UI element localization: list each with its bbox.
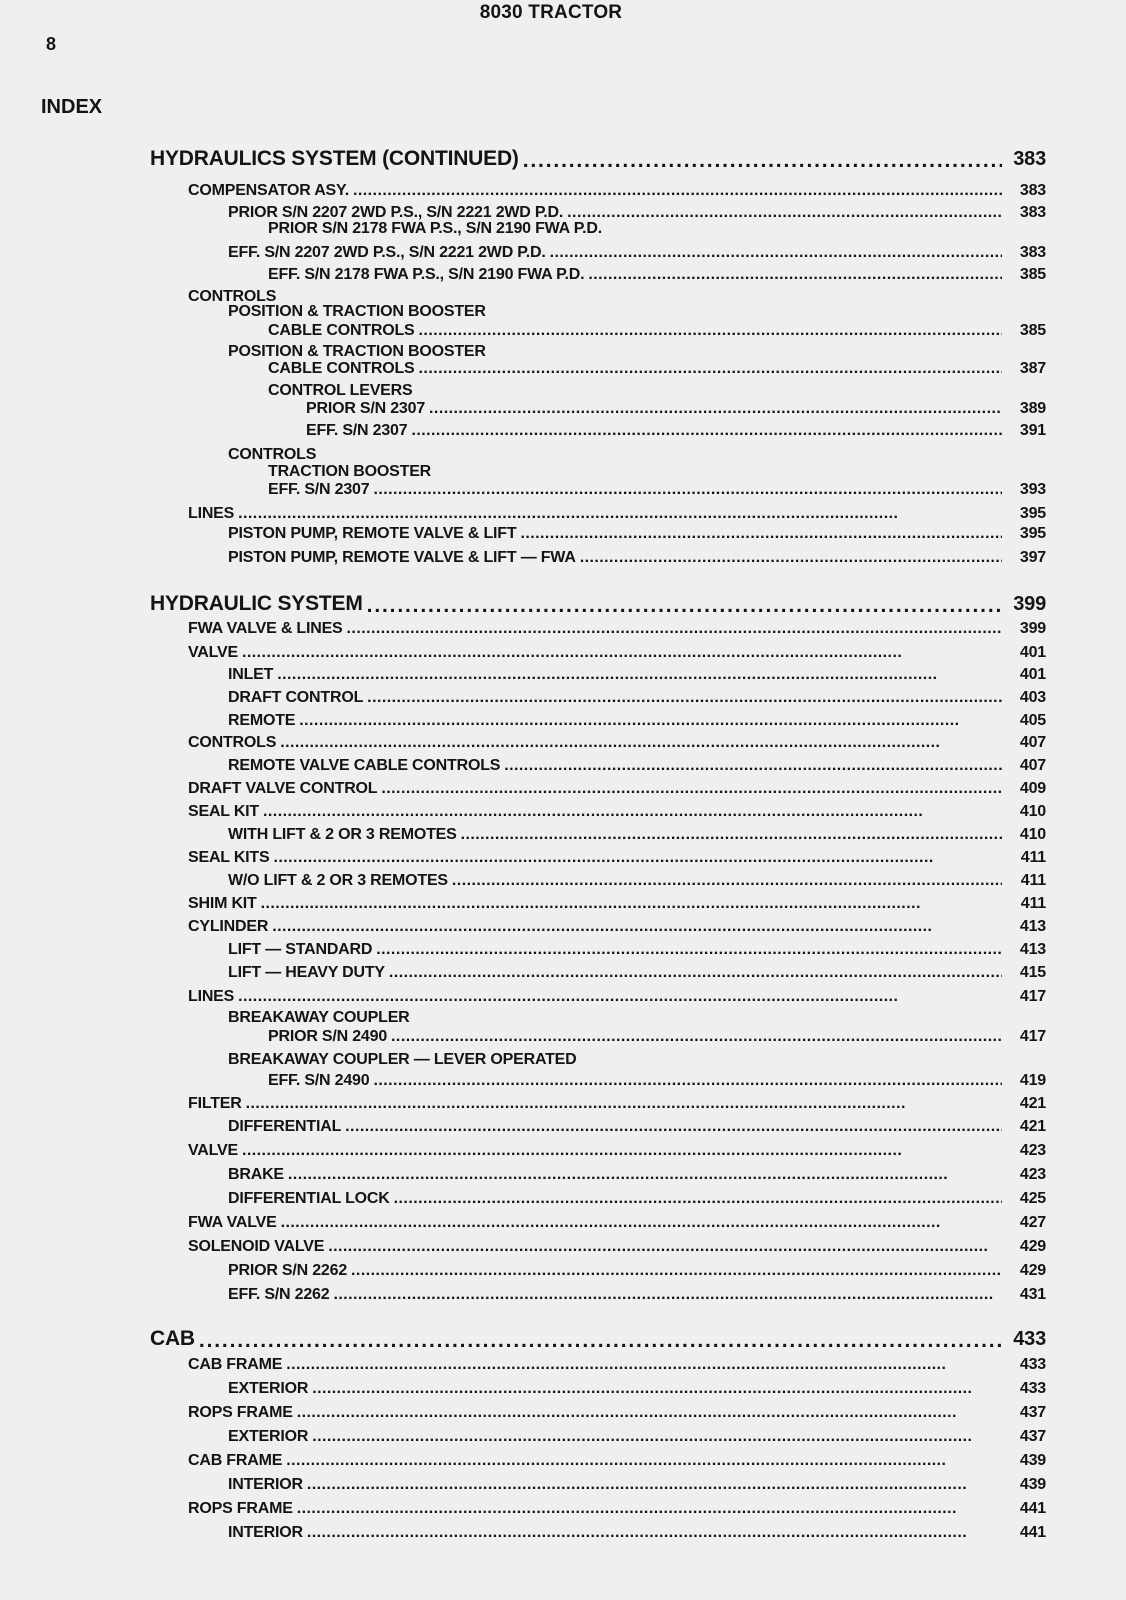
dot-leader (273, 849, 1002, 867)
entry-page-number: 425 (1019, 1190, 1046, 1207)
entry-label: CONTROLS (228, 446, 317, 463)
entry-label: CONTROLS (188, 734, 277, 751)
entry-label: CYLINDER (188, 918, 269, 935)
entry-label: EXTERIOR (228, 1428, 309, 1445)
dot-leader (281, 1214, 1002, 1232)
index-entry (268, 382, 1046, 400)
dot-leader (419, 360, 1002, 378)
entry-label: CAB (150, 1327, 195, 1350)
entry-label: PISTON PUMP, REMOTE VALVE & LIFT (228, 525, 517, 542)
entry-label: POSITION & TRACTION BOOSTER (228, 343, 486, 360)
entry-label: ROPS FRAME (188, 1500, 293, 1517)
entry-page-number: 433 (1019, 1380, 1046, 1397)
dot-leader (199, 1332, 1002, 1350)
index-entry (228, 1051, 1046, 1069)
entry-page-number: 429 (1019, 1238, 1046, 1255)
entry-label: CONTROLS (188, 288, 277, 305)
index-entry (188, 1500, 1046, 1518)
entry-label: PISTON PUMP, REMOTE VALVE & LIFT — FWA (228, 549, 576, 566)
dot-leader (394, 1190, 1002, 1208)
entry-label: CONTROL LEVERS (268, 382, 413, 399)
entry-page-number: 429 (1019, 1262, 1046, 1279)
dot-leader (299, 712, 1002, 730)
entry-label: INLET (228, 666, 274, 683)
index-entry (228, 826, 1046, 844)
entry-label: ROPS FRAME (188, 1404, 293, 1421)
entry-page-number: 383 (1019, 204, 1046, 221)
entry-label: FILTER (188, 1095, 242, 1112)
entry-label: EFF. S/N 2490 (268, 1072, 370, 1089)
index-entry (228, 446, 1046, 464)
dot-leader (376, 941, 1002, 959)
index-entry (228, 1380, 1046, 1398)
index-entry (188, 644, 1046, 662)
entry-label: REMOTE (228, 712, 296, 729)
entry-page-number: 421 (1019, 1118, 1046, 1135)
entry-label: LINES (188, 988, 235, 1005)
entry-label: EFF. S/N 2207 2WD P.S., S/N 2221 2WD P.D. (228, 244, 546, 261)
entry-label: VALVE (188, 644, 238, 661)
entry-label: FWA VALVE (188, 1214, 277, 1231)
entry-page-number: 431 (1019, 1286, 1046, 1303)
entry-page-number: 411 (1020, 872, 1046, 889)
entry-label: LINES (188, 505, 235, 522)
index-entry (228, 1166, 1046, 1184)
index-entry (228, 757, 1046, 775)
entry-label: EFF. S/N 2178 FWA P.S., S/N 2190 FWA P.D. (268, 266, 585, 283)
entry-label: WITH LIFT & 2 OR 3 REMOTES (228, 826, 457, 843)
dot-leader (238, 505, 1002, 523)
index-entry (228, 1009, 1046, 1027)
entry-page-number: 433 (1013, 1328, 1046, 1350)
entry-label: SHIM KIT (188, 895, 257, 912)
dot-leader (367, 597, 1002, 615)
dot-leader (523, 152, 1002, 170)
index-entry (228, 712, 1046, 730)
dot-leader (347, 620, 1002, 638)
dot-leader (242, 644, 1002, 662)
entry-label: PRIOR S/N 2262 (228, 1262, 348, 1279)
index-entry (188, 988, 1046, 1006)
index-section-heading (150, 593, 1046, 615)
entry-page-number: 415 (1019, 964, 1046, 981)
dot-leader (550, 244, 1002, 262)
dot-leader (312, 1428, 1002, 1446)
dot-leader (312, 1380, 1002, 1398)
dot-leader (277, 666, 1002, 684)
dot-leader (580, 549, 1002, 567)
index-entry (188, 1142, 1046, 1160)
entry-page-number: 399 (1019, 620, 1046, 637)
index-entry (268, 1072, 1046, 1090)
dot-leader (389, 964, 1002, 982)
dot-leader (373, 1072, 1002, 1090)
dot-leader (286, 1452, 1002, 1470)
index-entry (188, 918, 1046, 936)
index-entry (228, 1262, 1046, 1280)
index-entry (188, 1452, 1046, 1470)
index-entry (268, 463, 1046, 481)
entry-page-number: 387 (1019, 360, 1046, 377)
entry-label: CAB FRAME (188, 1356, 283, 1373)
dot-leader (345, 1118, 1002, 1136)
dot-leader (452, 872, 1002, 890)
index-entry (188, 505, 1046, 523)
entry-label: EFF. S/N 2262 (228, 1286, 330, 1303)
dot-leader (504, 757, 1002, 775)
dot-leader (353, 182, 1002, 200)
entry-page-number: 433 (1019, 1356, 1046, 1373)
index-entry (188, 780, 1046, 798)
index-section-heading (150, 1328, 1046, 1350)
entry-label: HYDRAULICS SYSTEM (CONTINUED) (150, 147, 519, 170)
entry-page-number: 423 (1019, 1166, 1046, 1183)
entry-page-number: 417 (1019, 1028, 1046, 1045)
dot-leader (272, 918, 1002, 936)
entry-page-number: 407 (1019, 734, 1046, 751)
entry-label: DIFFERENTIAL (228, 1118, 342, 1135)
dot-leader (286, 1356, 1002, 1374)
index-entry (228, 1286, 1046, 1304)
index-entry (268, 266, 1046, 284)
entry-page-number: 410 (1019, 803, 1046, 820)
entry-page-number: 413 (1019, 918, 1046, 935)
dot-leader (333, 1286, 1002, 1304)
index-entry (228, 343, 1046, 361)
dot-leader (297, 1500, 1002, 1518)
index-entry (188, 1095, 1046, 1113)
entry-label: W/O LIFT & 2 OR 3 REMOTES (228, 872, 448, 889)
entry-page-number: 427 (1019, 1214, 1046, 1231)
entry-label: CABLE CONTROLS (268, 360, 415, 377)
dot-leader (411, 422, 1002, 440)
index-entry (228, 1524, 1046, 1542)
index-section-heading (150, 148, 1046, 170)
entry-label: SEAL KIT (188, 803, 260, 820)
entry-label: REMOTE VALVE CABLE CONTROLS (228, 757, 501, 774)
entry-page-number: 421 (1019, 1095, 1046, 1112)
index-entry (228, 549, 1046, 567)
entry-page-number: 405 (1019, 712, 1046, 729)
entry-page-number: 423 (1019, 1142, 1046, 1159)
index-entry (188, 1238, 1046, 1256)
index-entry (306, 400, 1046, 418)
dot-leader (381, 780, 1002, 798)
entry-label: PRIOR S/N 2490 (268, 1028, 388, 1045)
entry-label: VALVE (188, 1142, 238, 1159)
dot-leader (288, 1166, 1002, 1184)
index-entry (188, 620, 1046, 638)
dot-leader (280, 734, 1002, 752)
dot-leader (419, 322, 1002, 340)
entry-page-number: 407 (1019, 757, 1046, 774)
entry-page-number: 403 (1019, 689, 1046, 706)
index-entry (228, 303, 1046, 321)
entry-label: INTERIOR (228, 1476, 303, 1493)
dot-leader (242, 1142, 1002, 1160)
entry-page-number: 441 (1019, 1524, 1046, 1541)
entry-label: HYDRAULIC SYSTEM (150, 592, 363, 615)
dot-leader (297, 1404, 1002, 1422)
dot-leader (429, 400, 1002, 418)
entry-label: DRAFT VALVE CONTROL (188, 780, 378, 797)
entry-page-number: 385 (1019, 266, 1046, 283)
index-entry (228, 666, 1046, 684)
dot-leader (238, 988, 1002, 1006)
index-entry (188, 1356, 1046, 1374)
dot-leader (373, 481, 1002, 499)
entry-label: EFF. S/N 2307 (306, 422, 408, 439)
entry-page-number: 441 (1019, 1500, 1046, 1517)
index-entry (306, 422, 1046, 440)
entry-page-number: 395 (1019, 505, 1046, 522)
index-entry (188, 1404, 1046, 1422)
index-entry (228, 525, 1046, 543)
index-entry (228, 1190, 1046, 1208)
index-entry (268, 220, 1046, 238)
dot-leader (461, 826, 1002, 844)
entry-label: LIFT — STANDARD (228, 941, 373, 958)
entry-label: BRAKE (228, 1166, 284, 1183)
index-entry (188, 182, 1046, 200)
entry-page-number: 397 (1019, 549, 1046, 566)
entry-page-number: 383 (1019, 182, 1046, 199)
dot-leader (246, 1095, 1002, 1113)
entry-label: INTERIOR (228, 1524, 303, 1541)
entry-label: PRIOR S/N 2178 FWA P.S., S/N 2190 FWA P.D. (268, 220, 602, 237)
entry-label: PRIOR S/N 2207 2WD P.S., S/N 2221 2WD P.D. (228, 204, 564, 221)
dot-leader (263, 803, 1002, 821)
entry-page-number: 391 (1019, 422, 1046, 439)
entry-label: BREAKAWAY COUPLER — LEVER OPERATED (228, 1051, 577, 1068)
entry-label: SOLENOID VALVE (188, 1238, 325, 1255)
index-entry (228, 941, 1046, 959)
index-entry (188, 803, 1046, 821)
entry-label: SEAL KITS (188, 849, 270, 866)
entry-page-number: 409 (1019, 780, 1046, 797)
dot-leader (351, 1262, 1002, 1280)
entry-page-number: 401 (1019, 666, 1046, 683)
running-title: 8030 TRACTOR (479, 2, 623, 23)
index-entry (268, 322, 1046, 340)
entry-page-number: 417 (1019, 988, 1046, 1005)
entry-label: EFF. S/N 2307 (268, 481, 370, 498)
entry-label: POSITION & TRACTION BOOSTER (228, 303, 486, 320)
entry-page-number: 437 (1019, 1428, 1046, 1445)
index-entry (188, 849, 1046, 867)
entry-page-number: 410 (1019, 826, 1046, 843)
index-heading: INDEX (41, 96, 103, 118)
dot-leader (367, 689, 1002, 707)
index-entry (268, 360, 1046, 378)
dot-leader (520, 525, 1002, 543)
index-entry (228, 1476, 1046, 1494)
index-entry (188, 734, 1046, 752)
entry-page-number: 413 (1019, 941, 1046, 958)
index-entry (188, 1214, 1046, 1232)
entry-page-number: 437 (1019, 1404, 1046, 1421)
index-entry (228, 964, 1046, 982)
entry-label: CAB FRAME (188, 1452, 283, 1469)
index-entry (268, 481, 1046, 499)
index-entry (228, 689, 1046, 707)
entry-label: FWA VALVE & LINES (188, 620, 343, 637)
entry-page-number: 439 (1019, 1452, 1046, 1469)
entry-label: BREAKAWAY COUPLER (228, 1009, 410, 1026)
entry-page-number: 411 (1020, 895, 1046, 912)
index-entry (228, 1428, 1046, 1446)
entry-page-number: 383 (1019, 244, 1046, 261)
index-entry (228, 872, 1046, 890)
index-entry (228, 244, 1046, 262)
index-entry (228, 1118, 1046, 1136)
dot-leader (261, 895, 1002, 913)
dot-leader (328, 1238, 1002, 1256)
index-entry (188, 895, 1046, 913)
entry-page-number: 399 (1013, 593, 1046, 615)
entry-page-number: 385 (1019, 322, 1046, 339)
entry-label: EXTERIOR (228, 1380, 309, 1397)
entry-label: DRAFT CONTROL (228, 689, 364, 706)
entry-page-number: 439 (1019, 1476, 1046, 1493)
entry-label: LIFT — HEAVY DUTY (228, 964, 385, 981)
entry-label: DIFFERENTIAL LOCK (228, 1190, 390, 1207)
entry-page-number: 419 (1019, 1072, 1046, 1089)
entry-label: PRIOR S/N 2307 (306, 400, 426, 417)
page-number: 8 (46, 34, 57, 54)
entry-label: COMPENSATOR ASY. (188, 182, 349, 199)
entry-page-number: 411 (1020, 849, 1046, 866)
entry-page-number: 383 (1013, 148, 1046, 170)
dot-leader (307, 1476, 1002, 1494)
entry-page-number: 401 (1019, 644, 1046, 661)
entry-page-number: 395 (1019, 525, 1046, 542)
entry-page-number: 393 (1019, 481, 1046, 498)
entry-page-number: 389 (1019, 400, 1046, 417)
index-entry (268, 1028, 1046, 1046)
entry-label: CABLE CONTROLS (268, 322, 415, 339)
dot-leader (391, 1028, 1002, 1046)
dot-leader (307, 1524, 1002, 1542)
entry-label: TRACTION BOOSTER (268, 463, 432, 480)
dot-leader (588, 266, 1002, 284)
